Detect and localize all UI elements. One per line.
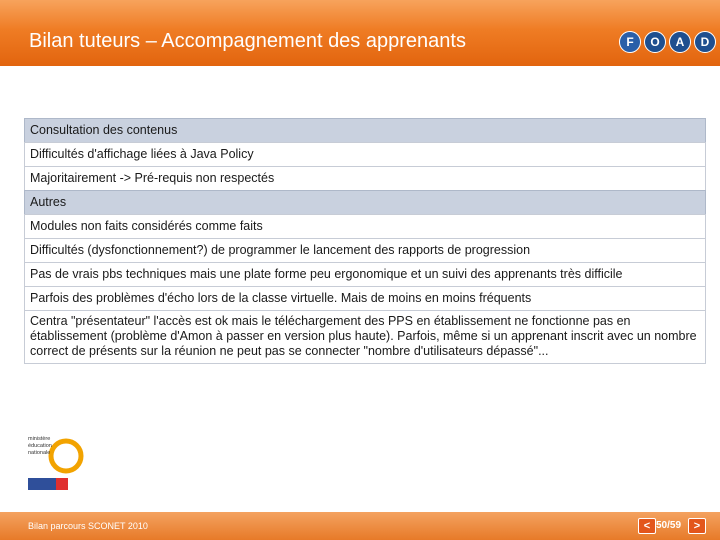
foad-logo: [619, 31, 716, 53]
table-row: Difficultés (dysfonctionnement?) de programmer le lancement des rapports de progression: [24, 238, 706, 262]
logo-letter-d: D: [694, 31, 716, 53]
table-row: Pas de vrais pbs techniques mais une plate forme peu ergonomique et un suivi des apprenants très difficile: [24, 262, 706, 286]
logo-letter-a: A: [669, 31, 691, 53]
footer-caption: Bilan parcours SCONET 2010: [28, 521, 148, 531]
table-row: Modules non faits considérés comme faits: [24, 214, 706, 238]
section-row-autres: Autres: [24, 190, 706, 214]
table-row: Difficultés d'affichage liées à Java Policy: [24, 142, 706, 166]
ministry-logo-line: éducation: [28, 443, 52, 449]
table-row: Centra "présentateur" l'accès est ok mais le téléchargement des PPS en établissement ne fonctionne pas en établissement (problème d'Amon à passer en version plus haute). Parfois, même si un apprenant inscrit avec un nombre correct de présents sur la réunion ne peut pas se connecter "nombre d'utilisateurs dépassé"...: [24, 310, 706, 364]
slide-title: Bilan tuteurs – Accompagnement des apprenants: [29, 30, 466, 52]
logo-letter-o: O: [644, 31, 666, 53]
prev-slide-button[interactable]: <: [638, 518, 656, 534]
page-number: 50/59: [656, 520, 682, 531]
ministry-logo-line: nationale: [28, 450, 51, 456]
feedback-table: [24, 118, 706, 364]
ministry-logo-line: ministère: [28, 436, 51, 442]
next-slide-button[interactable]: >: [688, 518, 706, 534]
section-row-consultation: Consultation des contenus: [24, 118, 706, 142]
table-row: Parfois des problèmes d'écho lors de la classe virtuelle. Mais de moins en moins fréquents: [24, 286, 706, 310]
logo-letter-f: F: [619, 31, 641, 53]
table-row: Majoritairement -> Pré-requis non respectés: [24, 166, 706, 190]
ministry-logo: [28, 430, 88, 500]
